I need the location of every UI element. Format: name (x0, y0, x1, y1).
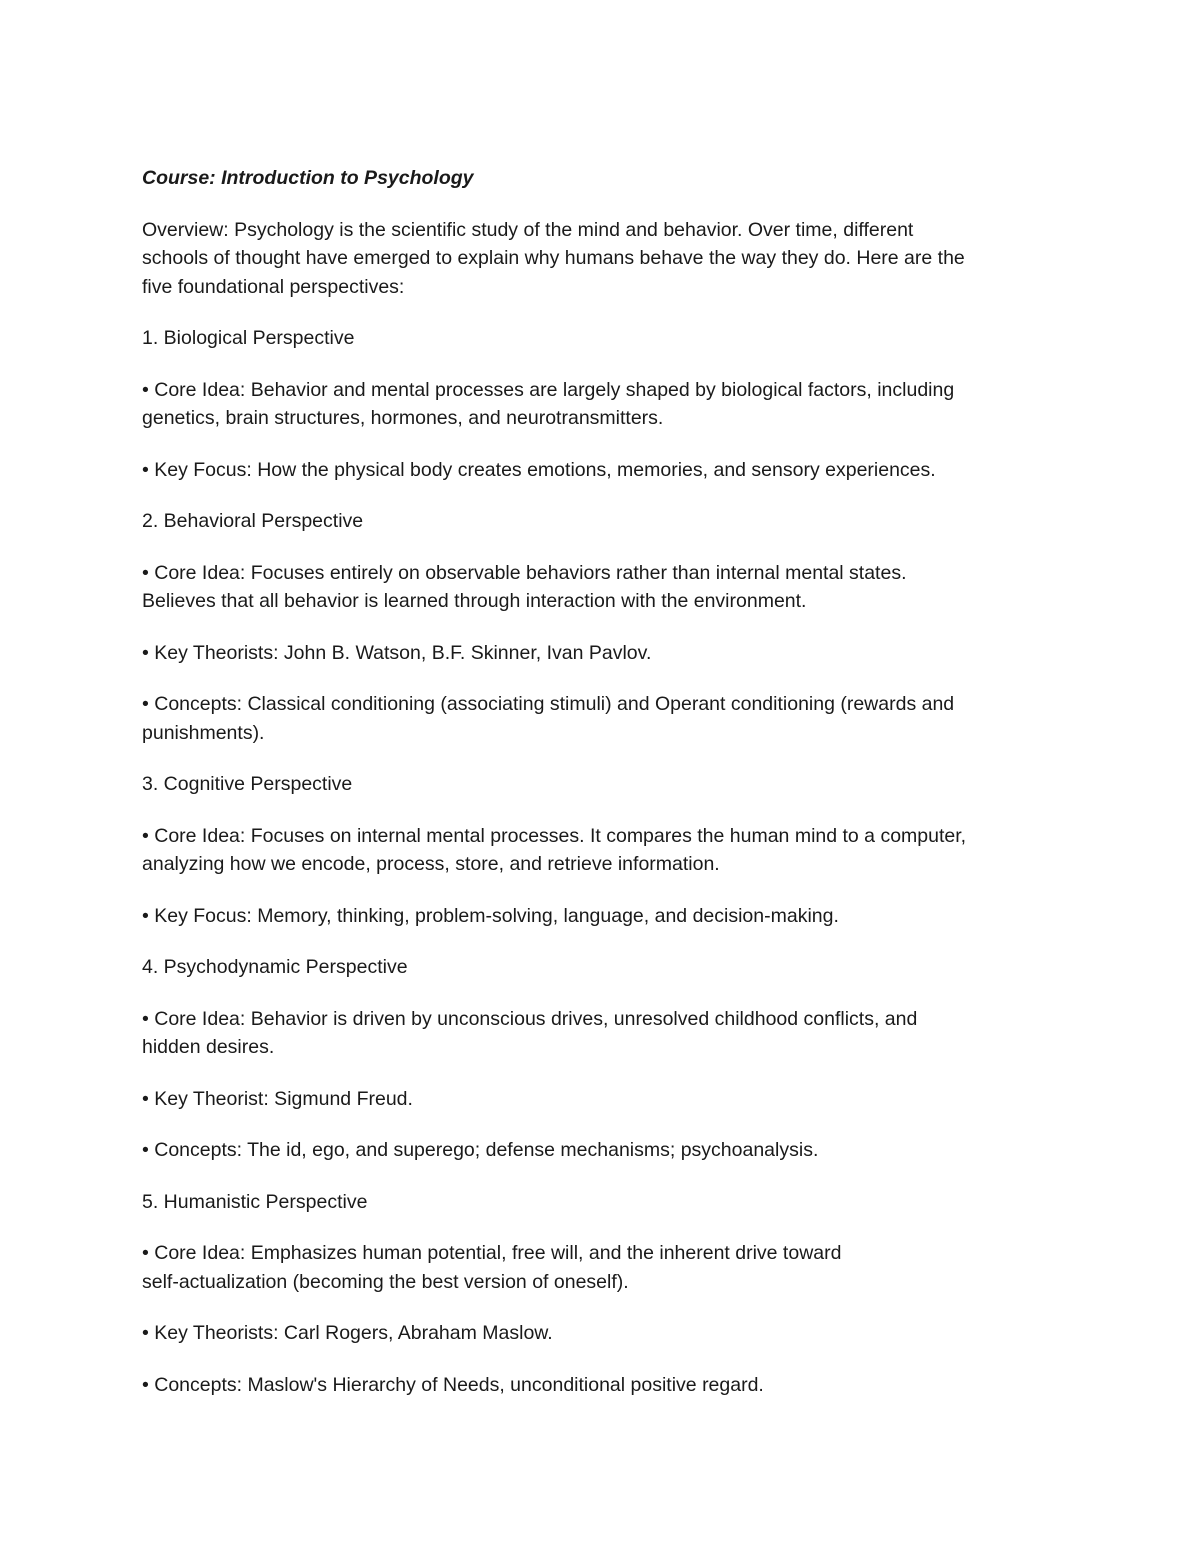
bullet-line: self-actualization (becoming the best version of oneself). (142, 1270, 629, 1293)
bullet-line: • Core Idea: Behavior is driven by unconscious drives, unresolved childhood conflicts, and (142, 1007, 918, 1030)
overview-line: five foundational perspectives: (142, 275, 405, 298)
bullet-line: hidden desires. (142, 1036, 275, 1058)
bullet-item (142, 1239, 1072, 1296)
bullet-item (142, 376, 1072, 433)
bullet-item (142, 559, 1072, 616)
bullet-line: analyzing how we encode, process, store, and retrieve information. (142, 853, 720, 875)
section-heading-cognitive: 3. Cognitive Perspective (142, 773, 353, 795)
bullet-line: Believes that all behavior is learned through interaction with the environment. (142, 590, 807, 612)
bullet-line: • Core Idea: Focuses on internal mental processes. It compares the human mind to a computer, (142, 824, 967, 847)
overview-paragraph (142, 216, 1072, 302)
bullet-item (142, 1319, 1072, 1348)
bullet-line: • Key Theorists: Carl Rogers, Abraham Maslow. (142, 1322, 553, 1344)
overview-line: schools of thought have emerged to explain why humans behave the way they do. Here are the (142, 247, 965, 269)
bullet-item (142, 639, 1072, 668)
bullet-line: genetics, brain structures, hormones, and neurotransmitters. (142, 407, 664, 429)
overview-line: Overview: Psychology is the scientific study of the mind and behavior. Over time, different (142, 218, 914, 241)
bullet-line: • Key Focus: Memory, thinking, problem-solving, language, and decision-making. (142, 904, 839, 927)
bullet-line: • Key Theorists: John B. Watson, B.F. Skinner, Ivan Pavlov. (142, 641, 652, 664)
bullet-line: • Concepts: Maslow's Hierarchy of Needs, unconditional positive regard. (142, 1373, 764, 1396)
bullet-line: • Concepts: The id, ego, and superego; defense mechanisms; psychoanalysis. (142, 1139, 819, 1161)
section-heading-biological: 1. Biological Perspective (142, 327, 355, 349)
bullet-item (142, 1371, 1072, 1400)
bullet-line: punishments). (142, 721, 265, 744)
section-heading-psychodynamic: 4. Psychodynamic Perspective (142, 956, 408, 978)
bullet-item (142, 902, 1072, 931)
bullet-line: • Core Idea: Focuses entirely on observable behaviors rather than internal mental states. (142, 561, 907, 584)
bullet-line: • Core Idea: Behavior and mental processes are largely shaped by biological factors, including (142, 378, 955, 401)
bullet-item (142, 1085, 1072, 1114)
document-title: Course: Introduction to Psychology (142, 167, 474, 189)
bullet-line: • Key Focus: How the physical body creates emotions, memories, and sensory experiences. (142, 458, 936, 481)
section-heading-humanistic: 5. Humanistic Perspective (142, 1190, 368, 1213)
bullet-item (142, 690, 1072, 747)
bullet-item (142, 456, 1072, 485)
bullet-line: • Concepts: Classical conditioning (associating stimuli) and Operant conditioning (rewards and (142, 693, 955, 715)
document-page (142, 164, 1072, 1422)
section-heading-behavioral: 2. Behavioral Perspective (142, 510, 364, 532)
bullet-item (142, 1136, 1072, 1165)
bullet-item (142, 822, 1072, 879)
bullet-line: • Core Idea: Emphasizes human potential, free will, and the inherent drive toward (142, 1242, 842, 1264)
bullet-line: • Key Theorist: Sigmund Freud. (142, 1087, 413, 1110)
bullet-item (142, 1005, 1072, 1062)
